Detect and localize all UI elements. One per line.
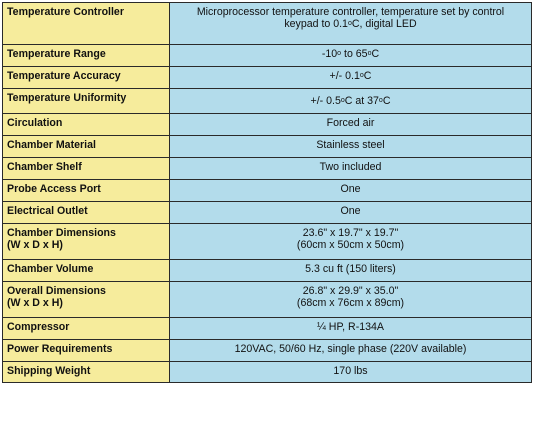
row-label xyxy=(3,224,170,260)
row-label-text: Temperature Accuracy xyxy=(7,70,121,82)
table-row-temperature-range xyxy=(3,45,532,67)
row-label-text: Overall Dimensions xyxy=(7,285,106,297)
row-label-text: Probe Access Port xyxy=(7,183,101,195)
table-row-temperature-accuracy xyxy=(3,67,532,89)
row-value xyxy=(170,45,532,67)
row-label xyxy=(3,362,170,383)
row-value xyxy=(170,260,532,282)
row-label-text: Shipping Weight xyxy=(7,365,91,377)
row-value xyxy=(170,362,532,383)
row-label-text: Compressor xyxy=(7,321,70,333)
row-value-text: 170 lbs xyxy=(333,365,368,377)
row-label-text: Chamber Dimensions xyxy=(7,227,116,239)
row-value-text: 120VAC, 50/60 Hz, single phase (220V available) xyxy=(234,343,467,355)
row-label xyxy=(3,260,170,282)
row-label-text: Temperature Controller xyxy=(7,6,124,18)
row-label xyxy=(3,89,170,114)
row-value xyxy=(170,67,532,89)
row-value-text: +/- 0.5$^o$C at 37$^o$C xyxy=(310,95,391,107)
row-value-text: keypad to 0.1$^o$C, digital LED xyxy=(284,18,417,30)
row-value xyxy=(170,318,532,340)
table-row-temperature-uniformity xyxy=(3,89,532,114)
table-row-temperature-controller xyxy=(3,3,532,45)
row-label-text: Circulation xyxy=(7,117,63,129)
row-label-text: Chamber Material xyxy=(7,139,96,151)
row-label-text: Temperature Uniformity xyxy=(7,92,127,104)
row-label-text: Electrical Outlet xyxy=(7,205,88,217)
table-row-probe-access-port xyxy=(3,180,532,202)
row-label xyxy=(3,136,170,158)
table-row-electrical-outlet xyxy=(3,202,532,224)
row-label-text: Chamber Volume xyxy=(7,263,94,275)
row-value-text: Two included xyxy=(319,161,382,173)
table-row-overall-dimensions xyxy=(3,282,532,318)
row-value xyxy=(170,158,532,180)
row-value xyxy=(170,3,532,45)
table-row-chamber-material xyxy=(3,136,532,158)
row-value-text: 26.8" x 29.9" x 35.0" xyxy=(302,285,399,297)
row-label-text: Temperature Range xyxy=(7,48,106,60)
row-label xyxy=(3,318,170,340)
row-value-text: One xyxy=(340,183,361,195)
row-value-text: (60cm x 50cm x 50cm) xyxy=(296,239,405,251)
row-value xyxy=(170,136,532,158)
row-value-text: One xyxy=(340,205,361,217)
row-label-text: (W x D x H) xyxy=(7,239,63,251)
row-value xyxy=(170,224,532,260)
row-label-text: (W x D x H) xyxy=(7,297,63,309)
row-value xyxy=(170,180,532,202)
row-label xyxy=(3,340,170,362)
row-label xyxy=(3,67,170,89)
row-label xyxy=(3,158,170,180)
row-label xyxy=(3,3,170,45)
row-value xyxy=(170,202,532,224)
row-value-text: Microprocessor temperature controller, temperature set by control xyxy=(196,6,505,18)
specifications-table xyxy=(2,2,532,383)
row-value-text: ¼ HP, R-134A xyxy=(317,321,384,333)
table-row-power-requirements xyxy=(3,340,532,362)
row-label xyxy=(3,45,170,67)
row-value-text: 5.3 cu ft (150 liters) xyxy=(305,263,396,275)
row-label xyxy=(3,180,170,202)
row-label xyxy=(3,282,170,318)
row-value xyxy=(170,89,532,114)
table-row-circulation xyxy=(3,114,532,136)
row-value-text: -10$^o$ to 65$^o$C xyxy=(321,48,380,60)
table-row-compressor xyxy=(3,318,532,340)
row-value xyxy=(170,114,532,136)
row-value xyxy=(170,282,532,318)
row-value-text: Stainless steel xyxy=(316,139,385,151)
row-value-text: +/- 0.1$^o$C xyxy=(329,70,372,82)
table-row-chamber-shelf xyxy=(3,158,532,180)
row-value-text: 23.6" x 19.7" x 19.7" xyxy=(302,227,399,239)
table-row-shipping-weight xyxy=(3,362,532,383)
row-label xyxy=(3,114,170,136)
row-value-text: (68cm x 76cm x 89cm) xyxy=(296,297,405,309)
row-label-text: Power Requirements xyxy=(7,343,113,355)
row-value-text: Forced air xyxy=(326,117,375,129)
row-label-text: Chamber Shelf xyxy=(7,161,82,173)
table-row-chamber-dimensions xyxy=(3,224,532,260)
row-value xyxy=(170,340,532,362)
row-label xyxy=(3,202,170,224)
table-row-chamber-volume xyxy=(3,260,532,282)
